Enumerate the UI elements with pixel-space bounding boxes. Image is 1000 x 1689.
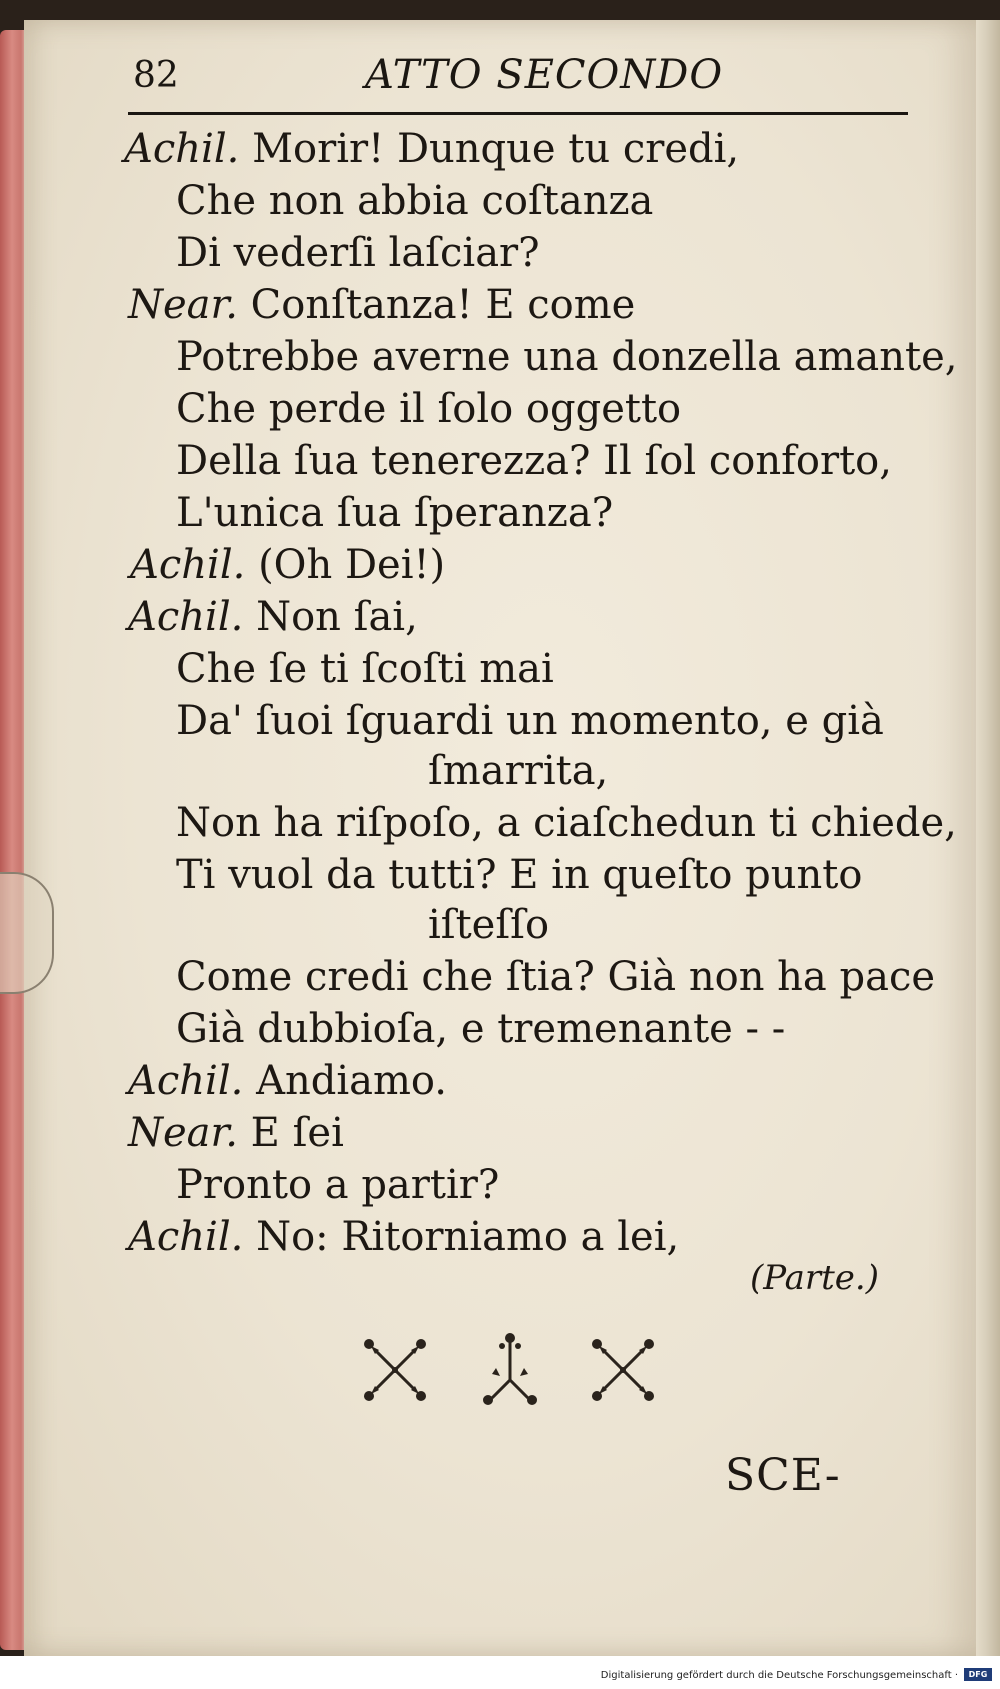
verse-line: [128, 1109, 344, 1157]
verse-line: [176, 229, 540, 277]
line-text: Non ha riſpoſo, a ciaſchedun ti chiede,: [176, 800, 957, 846]
page-number: 82: [133, 55, 179, 96]
line-text: (Oh Dei!): [245, 542, 446, 588]
line-text: Di vederſi laſciar?: [176, 230, 540, 276]
verse-line: [176, 645, 554, 693]
line-text: iſteſſo: [428, 902, 550, 948]
verse-line: [176, 177, 653, 225]
speaker-name: Achil.: [128, 1058, 244, 1104]
line-text: Che perde il ſolo oggetto: [176, 386, 682, 432]
speaker-name: Near.: [128, 1110, 238, 1156]
verse-line: [428, 901, 549, 949]
ornament-fleuron-icon: [355, 1330, 665, 1412]
verse-line: [124, 125, 739, 173]
verse-line: [176, 385, 681, 433]
line-text: Come credi che ſtia? Già non ha pace: [176, 954, 936, 1000]
line-text: Ti vuol da tutti? E in queſto punto: [176, 852, 863, 898]
verse-line: [128, 593, 418, 641]
verse-line: [176, 333, 958, 381]
line-text: ſmarrita,: [428, 748, 609, 794]
line-text: E ſei: [237, 1110, 344, 1156]
verse-line: [128, 281, 635, 329]
verse-line: [176, 851, 862, 899]
verse-line: [176, 799, 957, 847]
verse-line: [176, 1161, 499, 1209]
line-text: Già dubbioſa, e tremenante - -: [176, 1006, 786, 1052]
line-text: Pronto a partir?: [176, 1162, 500, 1208]
line-text: Della ſua tenerezza? Il ſol conforto,: [176, 438, 892, 484]
verse-line: [130, 541, 445, 589]
verse-line: [176, 697, 884, 745]
speaker-name: Near.: [128, 282, 238, 328]
line-text: L'unica ſua ſperanza?: [176, 490, 614, 536]
verse-line: [128, 1057, 447, 1105]
verse-line: [176, 437, 892, 485]
verse-line: [176, 953, 935, 1001]
running-head: ATTO SECONDO: [365, 52, 724, 98]
line-text: Non ſai,: [243, 594, 418, 640]
line-text: Andiamo.: [243, 1058, 447, 1104]
speaker-name: Achil.: [128, 594, 244, 640]
stage-direction: (Parte.): [750, 1258, 879, 1298]
line-text: No: Ritorniamo a lei,: [243, 1214, 680, 1260]
verse-line: [428, 747, 608, 795]
verse-line: [176, 1005, 785, 1053]
speaker-name: Achil.: [124, 126, 240, 172]
speaker-name: Achil.: [128, 1214, 244, 1260]
line-text: Morir! Dunque tu credi,: [239, 126, 740, 172]
line-text: Conſtanza! E come: [237, 282, 636, 328]
verse-line: [176, 489, 613, 537]
catchword: SCE-: [725, 1450, 841, 1501]
line-text: Potrebbe averne una donzella amante,: [176, 334, 958, 380]
verse-line: [128, 1213, 679, 1261]
line-text: Che ſe ti ſcoſti mai: [176, 646, 554, 692]
line-text: Che non abbia coſtanza: [176, 178, 654, 224]
line-text: Da' ſuoi ſguardi un momento, e già: [176, 698, 884, 744]
speaker-name: Achil.: [130, 542, 246, 588]
dfg-logo: DFG: [964, 1668, 992, 1681]
footer-credit: Digitalisierung gefördert durch die Deutsche Forschungsgemeinschaft ·: [600, 1670, 958, 1681]
